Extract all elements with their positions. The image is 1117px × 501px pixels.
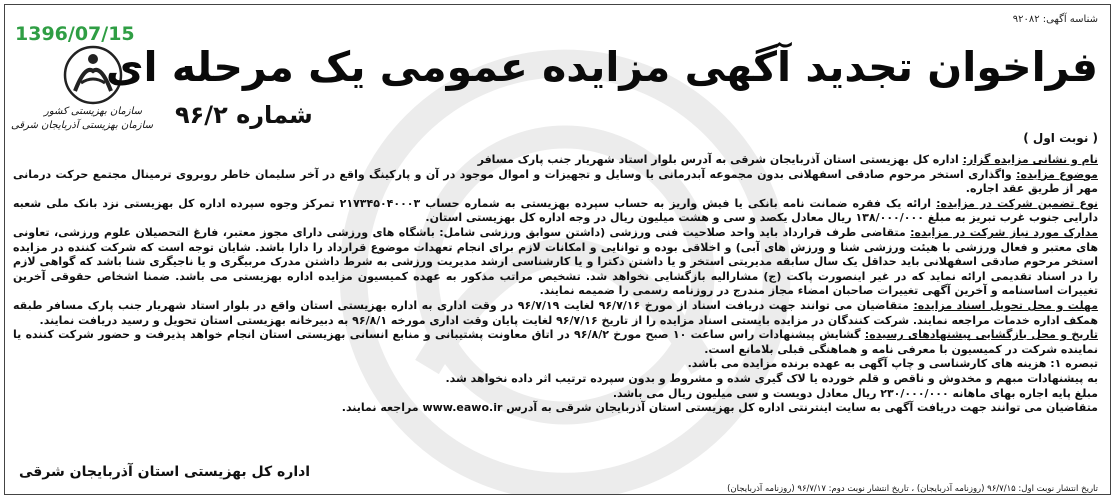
announcement-body (13, 153, 1098, 416)
paragraph-guarantee: نوع تضمین شرکت در مزایده: ارائه یک فقره ضمانت نامه بانکی یا فیش واریز به حساب سپرده بهزیستی به شماره حساب ۲۱۷۳۴۵۰۴۰۰۰۳ تمرکز وجوه سپرده اداره کل بهزیستی نزد بانک ملی شعبه دارایی جنوب غرب تبریز به مبلغ ۱۳۸/۰۰۰/۰۰۰ ریال معادل یکصد و سی و هشت میلیون ریال در وجه اداره کل بهزیستی استان. (13, 196, 1099, 225)
announcement-number: شماره ۹۶/۲ (175, 101, 313, 129)
ad-id: شناسه آگهی: ۹۲۰۸۲ (1012, 14, 1098, 25)
paragraph-subject: موضوع مزایده: واگذاری استخر مرحوم صادقی اسفهلانی بدون مجموعه آبدرمانی با وسایل و تجهیزات و اموال موجود در آن و پارکینگ واقع در آخر سلیمان خاطر روبروی ترمینال مجتمع حرکت درمانی مهر از طریق عقد اجاره. (13, 167, 1098, 196)
signature: اداره کل بهزیستی استان آذربایجان شرقی (19, 464, 311, 480)
announcement-frame (4, 4, 1111, 495)
publication-round: ( نوبت اول ) (1023, 131, 1098, 145)
date-stamp: 1396/07/15 (15, 23, 135, 45)
org-name-national: سازمان بهزیستی کشور (43, 106, 142, 117)
paragraph-opening: تاریخ و محل بازگشایی پیشنهادهای رسیده: گشایش پیشنهادات راس ساعت ۱۰ صبح مورخ ۹۶/۸/۲ در اتاق معاونت پشتیبانی و منابع انسانی بهزیستی استان انجام خواهد پذیرفت و حضور شرکت کننده یا نماینده شرکت در کمیسیون با معرفی نامه و هماهنگی قبلی بلامانع است. (13, 328, 1098, 356)
paragraph-organizer: نام و نشانی مزایده گزار: اداره کل بهزیستی استان آذربایجان شرقی به آدرس بلوار استاد شهریار جنب پارک مسافر (477, 153, 1098, 166)
paragraph-website: متقاضیان می توانند جهت دریافت آگهی به سایت اینترنتی اداره کل بهزیستی استان آذربایجان شرقی به آدرس www.eawo.ir مراجعه نمایند. (341, 401, 1098, 415)
publication-dates: تاریخ انتشار نوبت اول: ۹۶/۷/۱۵ (روزنامه آذربایجان) ، تاریخ انتشار نوبت دوم: ۹۶/۷/۱۷ (روزنامه آذربایجان) (727, 484, 1098, 494)
paragraph-note-1: تبصره ۱: هزینه های کارشناسی و چاپ آگهی به عهده برنده مزایده می باشد. (687, 357, 1098, 371)
org-name-provincial: سازمان بهزیستی آذربایجان شرقی (10, 120, 153, 131)
paragraph-requirements: مدارک مورد نیاز شرکت در مزایده: متقاضی طرف قرارداد باید واحد صلاحیت فنی ورزشی (داشتن سوابق ورزشی شامل: باشگاه های ورزشی دارای مجوز معتبر، فارغ التحصیلان علوم ورزشی، تعاونی های معتبر و فعال ورزشی با هیئت ورزشی شنا و ورزش های آبی) و اخلاقی بوده و توانایی و امکانات لازم برای انجام تعهدات موضوع قرارداد را دارا باشد. شایان توجه است که شرکت کننده در مزایده استخر مرحوم صادقی اسفهلانی باید حداقل یک سال سابقه مدیریتی استخر و یا داشتن دکترا و یا کارشناسی ارشد مدیریت ورزشی به شرط داشتن مدرک مربیگری و یا ناجیگری شنا باشد که گواهی لازم را در اسناد تقدیمی ارائه نماید که در غیر اینصورت پاکت (ج) مشارالیه بازگشایی نخواهد شد. تشخیص مراتب مذکور به عهده کمیسیون مزایده اداره بهزیستی می باشد. ضمنا اشخاص حقوقی آخرین تغییرات اساسنامه و آخرین آگهی تغییرات صاحبان امضاء مجاز مندرج در روزنامه رسمی را ضمیمه نمایند. (13, 225, 1098, 298)
paragraph-note-2: به پیشنهادات مبهم و مخدوش و ناقص و قلم خورده یا لاک گیری شده و مشروط و بدون سپرده ترتیب اثر داده نخواهد شد. (445, 371, 1098, 385)
announcement-title: فراخوان تجدید آگهی مزایده عمومی یک مرحله ای (105, 43, 1098, 91)
paragraph-base-rent: مبلغ پایه اجاره بهای ماهانه ۲۳۰/۰۰۰/۰۰۰ ریال معادل دویست و سی میلیون ریال می باشد. (612, 386, 1098, 400)
paragraph-deadline: مهلت و محل تحویل اسناد مزایده: متقاضیان می توانند جهت دریافت اسناد از مورخ ۹۶/۷/۱۶ لغایت ۹۶/۷/۱۹ در وقت اداری به اداره بهزیستی استان واقع در بلوار استاد شهریار جنب پارک مسافر طبقه همکف اداره خدمات مراجعه نمایند. شرکت کنندگان در مزایده بایستی اسناد مزایده را از تاریخ ۹۶/۷/۱۶ لغایت پایان وقت اداری مورخه ۹۶/۸/۱ به دبیرخانه بهزیستی استان تحویل و رسید دریافت نمایند. (13, 298, 1099, 327)
